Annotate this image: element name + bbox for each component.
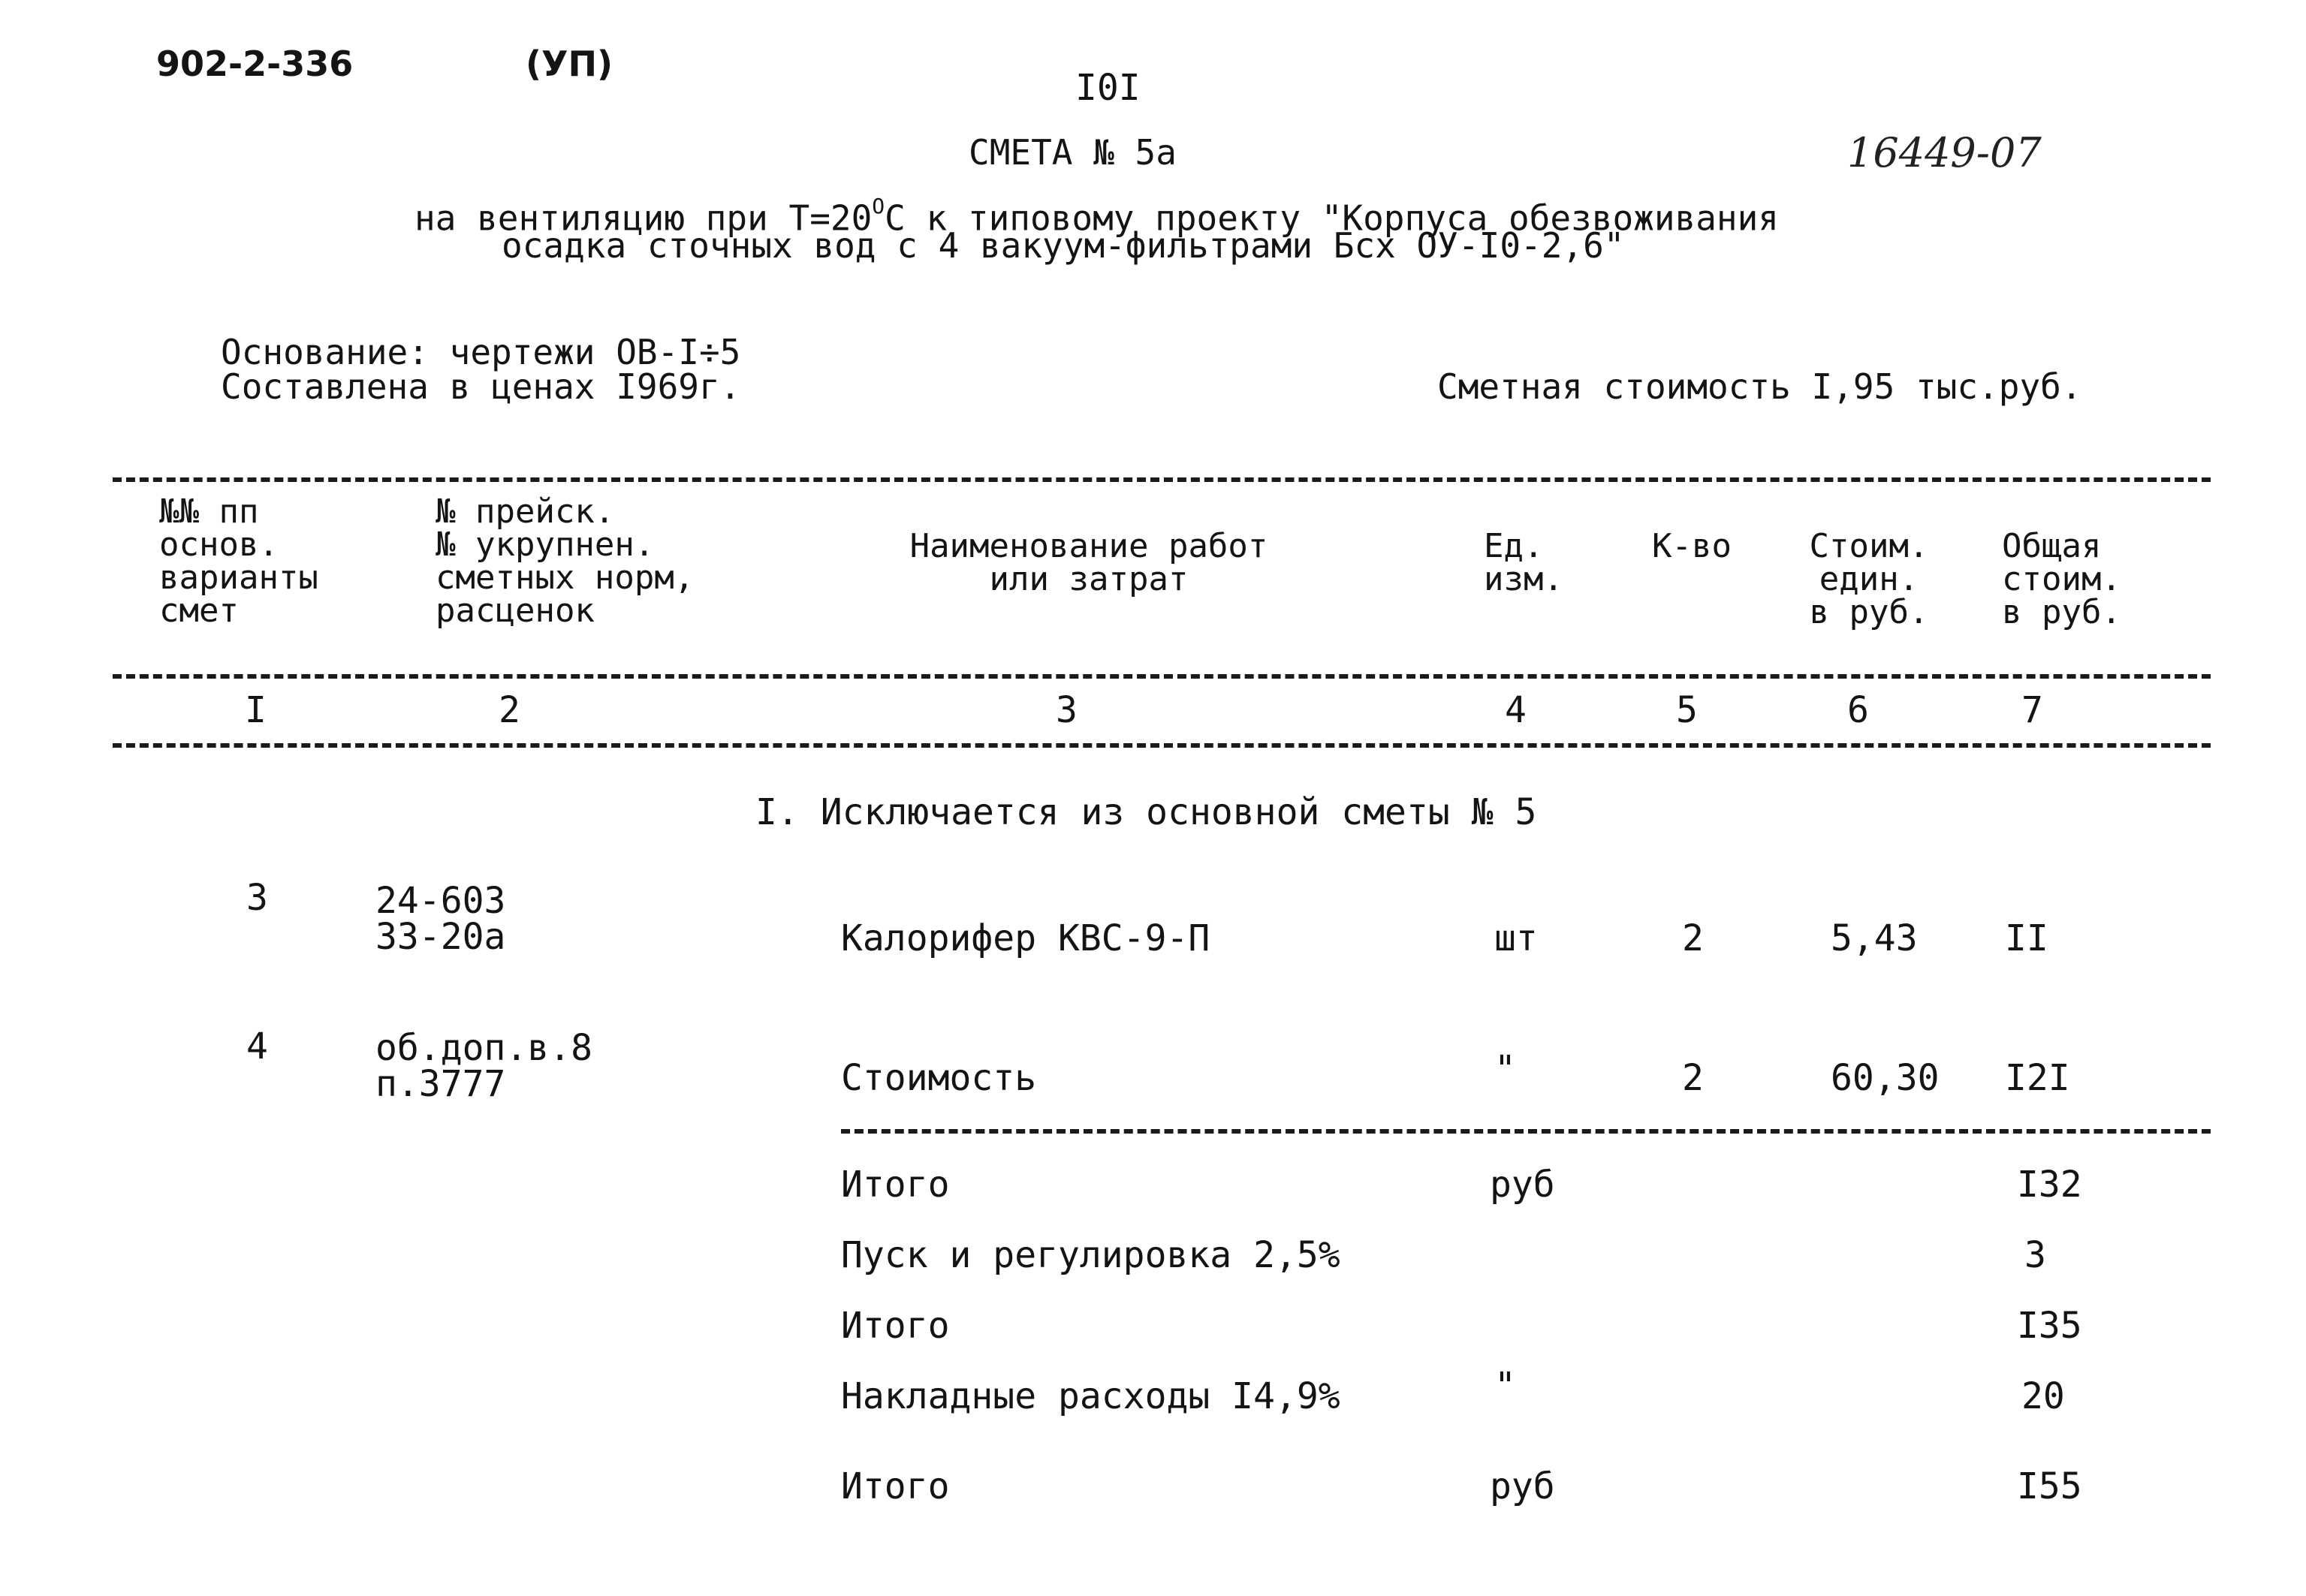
header-col7-line2: стоим.	[2002, 560, 2121, 598]
header-col3-line1: Наименование работ	[909, 527, 1268, 565]
header-col2-line2: № укрупнен.	[436, 525, 655, 564]
row-1-unit-cost: 5,43	[1831, 917, 1918, 959]
header-col1-line4: смет	[159, 592, 239, 630]
row-2-name: Стоимость	[841, 1057, 1037, 1099]
table-top-rule	[113, 477, 2211, 482]
basis-prices: Составлена в ценах I969г.	[221, 366, 741, 407]
header-col2	[436, 492, 695, 630]
row-2-code-1: об.доп.в.8	[375, 1027, 592, 1069]
row-2-total: I2I	[2005, 1057, 2070, 1099]
estimate-subtitle-line2: осадка сточных вод с 4 вакуум-фильтрами Бсх ОУ-I0-2,6"	[502, 225, 1625, 266]
album-marker: (УП)	[526, 44, 613, 84]
summary-2-name: Пуск и регулировка 2,5%	[841, 1234, 1340, 1276]
header-col2-line4: расценок	[436, 592, 595, 630]
column-number-7: 7	[2021, 689, 2043, 731]
summary-3-total: I35	[2017, 1305, 2082, 1347]
header-col1	[159, 492, 318, 630]
summary-5-total: I55	[2017, 1465, 2082, 1507]
row-2-unit: "	[1494, 1048, 1516, 1090]
row-2-qty: 2	[1682, 1057, 1704, 1099]
row-1-code-2: 33-20а	[375, 916, 506, 958]
header-col6-line2: един.	[1819, 560, 1919, 598]
row-1-codes	[375, 880, 506, 958]
header-col2-line1: № прейск.	[436, 492, 615, 531]
summary-1-unit: руб	[1490, 1164, 1555, 1206]
subtitle-part-a: на вентиляцию при Т=20	[414, 197, 873, 239]
table-header-rule	[113, 674, 2211, 679]
inventory-number: 16449-07	[1847, 129, 2042, 176]
header-col7	[2002, 527, 2121, 631]
subtitle-degree: О	[872, 194, 885, 218]
column-number-5: 5	[1676, 689, 1698, 731]
subtitle-part-b: С к типовому проекту "Корпуса обезвоживания	[885, 197, 1779, 239]
summary-1-total: I32	[2017, 1164, 2082, 1206]
subtotal-rule	[841, 1129, 2211, 1134]
header-col6-line1: Стоим.	[1809, 527, 1929, 565]
header-col5-line1: К-во	[1652, 527, 1732, 565]
row-2-codes	[375, 1027, 592, 1105]
page-number: I0I	[1075, 67, 1141, 109]
header-col3	[886, 527, 1292, 598]
row-2-code-2: п.3777	[375, 1063, 506, 1105]
header-col5	[1652, 527, 1732, 565]
row-2-num: 4	[246, 1025, 268, 1068]
row-1-name: Калорифер КВС-9-П	[841, 917, 1210, 959]
table-numbers-rule	[113, 743, 2211, 748]
summary-1-name: Итого	[841, 1164, 950, 1206]
row-2-unit-cost: 60,30	[1831, 1057, 1940, 1099]
basis-drawings: Основание: чертежи ОВ-I÷5	[221, 332, 741, 372]
summary-4-unit: "	[1494, 1365, 1516, 1407]
project-code: 902-2-336	[156, 44, 354, 84]
summary-4-name: Накладные расходы I4,9%	[841, 1375, 1340, 1417]
header-col2-line3: сметных норм,	[436, 559, 695, 597]
column-number-6: 6	[1847, 689, 1869, 731]
summary-2-total: 3	[2024, 1234, 2046, 1276]
row-1-total: II	[2005, 917, 2048, 959]
header-col1-line3: варианты	[159, 559, 318, 597]
summary-5-unit: руб	[1490, 1465, 1555, 1507]
header-col6	[1798, 527, 1940, 631]
header-col6-line3: в руб.	[1809, 593, 1929, 631]
column-number-3: 3	[1056, 689, 1078, 731]
header-col1-line2: основ.	[159, 525, 279, 564]
estimate-cost-summary: Сметная стоимость I,95 тыс.руб.	[1437, 366, 2082, 407]
row-1-code-1: 24-603	[375, 880, 506, 922]
estimate-title: СМЕТА № 5а	[969, 132, 1177, 173]
header-col1-line1: №№ пп	[159, 492, 259, 531]
section-title: I. Исключается из основной сметы № 5	[755, 791, 1537, 833]
column-number-4: 4	[1505, 689, 1527, 731]
column-number-1: I	[245, 689, 267, 731]
summary-4-total: 20	[2021, 1375, 2065, 1417]
row-1-qty: 2	[1682, 917, 1704, 959]
summary-3-name: Итого	[841, 1305, 950, 1347]
header-col3-line2: или затрат	[989, 560, 1189, 598]
row-1-unit: шт	[1494, 917, 1538, 959]
header-col4-line1: Ед.	[1484, 527, 1544, 565]
row-1-num: 3	[246, 877, 268, 919]
header-col7-line1: Общая	[2002, 527, 2102, 565]
column-number-2: 2	[499, 689, 520, 731]
summary-5-name: Итого	[841, 1465, 950, 1507]
header-col4-line2: изм.	[1484, 560, 1563, 598]
header-col7-line3: в руб.	[2002, 593, 2121, 631]
header-col4	[1484, 527, 1563, 598]
